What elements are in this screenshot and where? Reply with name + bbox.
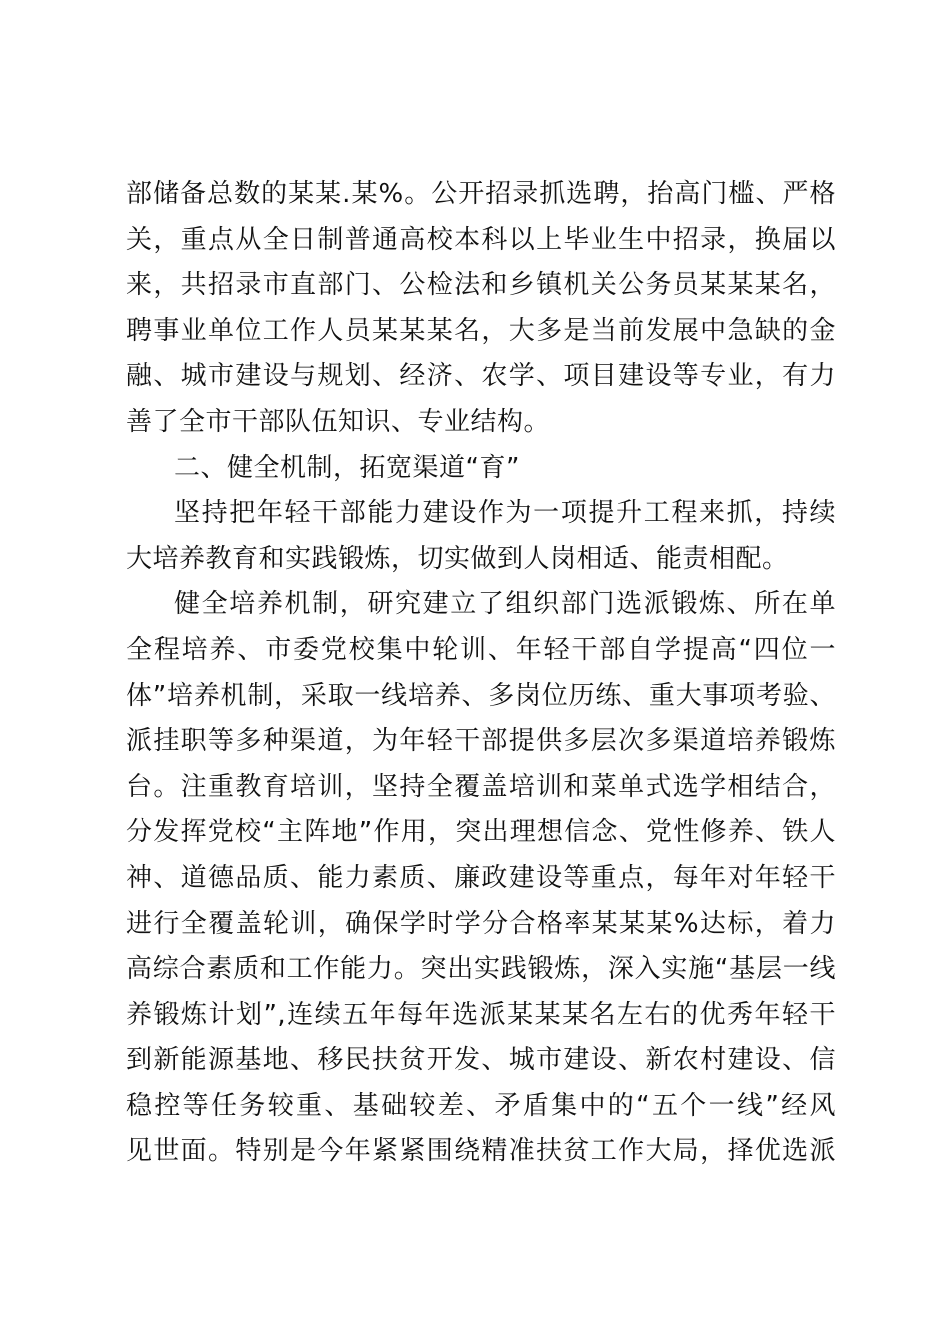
text-line: 聘事业单位工作人员某某某名，大多是当前发展中急缺的金 <box>126 315 836 346</box>
text-line: 养锻炼计划”,连续五年每年选派某某某名左右的优秀年轻干 <box>126 999 836 1030</box>
text-line: 分发挥党校“主阵地”作用，突出理想信念、党性修养、铁人 <box>126 817 836 848</box>
text-line: 体”培养机制，采取一线培养、多岗位历练、重大事项考验、 <box>126 680 836 711</box>
text-line: 进行全覆盖轮训，确保学时学分合格率某某某%达标，着力 <box>126 908 836 939</box>
text-line: 融、城市建设与规划、经济、农学、项目建设等专业，有力 <box>126 361 836 392</box>
text-line: 高综合素质和工作能力。突出实践锻炼，深入实施“基层一线 <box>126 954 836 985</box>
text-line: 到新能源基地、移民扶贫开发、城市建设、新农村建设、信 <box>126 1045 836 1076</box>
text-line: 见世面。特别是今年紧紧围绕精准扶贫工作大局，择优选派 <box>126 1136 836 1167</box>
text-line: 善了全市干部队伍知识、专业结构。 <box>126 406 551 437</box>
text-line: 全程培养、市委党校集中轮训、年轻干部自学提高“四位一 <box>126 634 836 665</box>
text-line: 关，重点从全日制普通高校本科以上毕业生中招录，换届以 <box>126 224 836 255</box>
text-line: 派挂职等多种渠道，为年轻干部提供多层次多渠道培养锻炼 <box>126 726 836 757</box>
text-line: 大培养教育和实践锻炼，切实做到人岗相适、能责相配。 <box>126 543 789 574</box>
text-line: 来，共招录市直部门、公检法和乡镇机关公务员某某某名， <box>126 270 836 301</box>
text-line: 稳控等任务较重、基础较差、矛盾集中的“五个一线”经风 <box>126 1090 836 1121</box>
document-body <box>126 172 836 1175</box>
text-line: 台。注重教育培训，坚持全覆盖培训和菜单式选学相结合， <box>126 771 836 802</box>
text-line: 健全培养机制，研究建立了组织部门选派锻炼、所在单 <box>174 589 836 620</box>
text-line: 坚持把年轻干部能力建设作为一项提升工程来抓，持续 <box>174 498 836 529</box>
section-heading: 二、健全机制，拓宽渠道“育” <box>174 452 520 483</box>
text-line: 部储备总数的某某.某%。公开招录抓选聘，抬高门槛、严格 <box>126 179 836 209</box>
text-line: 神、道德品质、能力素质、廉政建设等重点，每年对年轻干 <box>126 862 836 893</box>
